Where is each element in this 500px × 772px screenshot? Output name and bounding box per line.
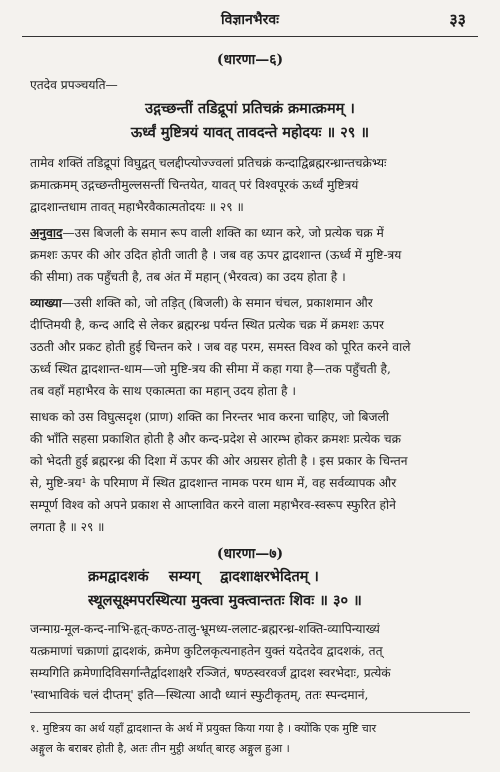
body-line: लगता है ॥ २९ ॥ — [30, 520, 105, 534]
intro-line: एतदेव प्रपञ्चयति— — [30, 78, 118, 92]
explanation-line — [30, 292, 470, 314]
commentary-line: यत्क्रमाणां चक्राणां द्वादशकं, क्रमेण कुटिलकृत्यनाहतेन युक्तं यदेतदेव द्वादशकं, तत् — [30, 644, 383, 658]
footnote-rule — [30, 712, 470, 713]
commentary-line: क्रमात्क्रमम् उद्गच्छन्तीमुल्लसन्तीं चिन्तयेत, यावत् परं विश्वपूरकं ऊर्ध्वं मुष्टित्रयं — [30, 178, 359, 192]
explanation-line: उठती और प्रकट होती हुई चिन्तन करे । जब वह परम, समस्त विश्व को पूरित करने वाले — [30, 340, 411, 354]
body-line: से, मुष्टि-त्रय¹ के परिमाण में स्थित द्वादशान्त नामक परम धाम में, वह सर्वव्यापक और — [30, 476, 397, 490]
body-line: को भेदती हुई ब्रह्मरन्ध्र की दिशा में ऊपर की ओर अग्रसर होती है । इस प्रकार के चिन्तन — [30, 454, 408, 468]
commentary-line: 'स्वाभाविकं चलं दीप्तम्' इति—स्थित्या आदौ ध्यानं स्फुटीकृतम्, ततः स्पन्दमानं, — [30, 688, 369, 702]
explanation-line: तब वहाँ महाभैरव के साथ एकात्मता का महान् उदय होता है । — [30, 384, 297, 398]
verse-29-line-1: उद्गच्छन्तीं तडिद्रूपां प्रतिचक्रं क्रमात्क्रमम् । — [145, 100, 355, 117]
footnote-line: १. मुष्टित्रय का अर्थ यहाँ द्वादशान्त के अर्थ में प्रयुक्त किया गया है । क्योंकि एक मुष्टि चार — [30, 722, 377, 735]
header-rule — [22, 36, 478, 37]
verse-29-line-2: ऊर्ध्वं मुष्टित्रयं यावत् तावदन्ते महोदयः ॥ २९ ॥ — [130, 124, 370, 141]
vyakhya-label: व्याख्या — [30, 296, 62, 310]
dharana-6-heading: (धारणा—६) — [216, 52, 284, 68]
explanation-text: —उसी शक्ति को, जो तड़ित् (बिजली) के समान चंचल, प्रकाशमान और — [61, 296, 373, 310]
body-line: साधक को उस विघुत्सदृश (प्राण) शक्ति का निरन्तर भाव करना चाहिए, जो बिजली — [30, 410, 389, 424]
commentary-line: द्वादशान्तधाम तावत् महाभैरवैकात्मतोदयः ॥ २९ ॥ — [30, 200, 244, 214]
running-title: विज्ञानभैरवः — [221, 12, 279, 28]
commentary-line: तामेव शक्तिं तडिद्रूपां विघुद्वत् चलद्दीप्त्योज्ज्वलां प्रतिचक्रं कन्दाद्विब्रह्मरन्ध्रान्तचक्रेभ्यः — [30, 156, 387, 170]
body-line: सम्पूर्ण विश्व को अपने प्रकाश से आप्लावित करने वाला महाभैरव-स्वरूप स्फुरित होने — [30, 498, 396, 512]
dharana-7-heading: (धारणा—७) — [216, 546, 284, 562]
explanation-line: ऊर्ध्व स्थित द्वादशान्त-धाम—जो मुष्टि-त्रय की सीमा में कहा गया है—तक पहुँचती है, — [30, 362, 391, 376]
page-header — [0, 6, 500, 34]
translation-text: —उस बिजली के समान रूप वाली शक्ति का ध्यान करे, जो प्रत्येक चक्र में — [62, 226, 384, 240]
translation-line: की सीमा) तक पहुँचती है, तब अंत में महान् (भैरवत्व) का उदय होता है । — [30, 270, 346, 284]
page-number: ३३ — [449, 10, 466, 29]
explanation-line: दीप्तिमयी है, कन्द आदि से लेकर ब्रह्मरन्ध्र पर्यन्त स्थित प्रत्येक चक्र में क्रमशः ऊपर — [30, 318, 385, 332]
commentary-line: जन्माग्र-मूल-कन्द-नाभि-हृत्-कण्ठ-तालु-भ्रूमध्य-ललाट-ब्रह्मरन्ध्र-शक्ति-व्यापिन्याख्यं — [30, 622, 380, 636]
verse-30-line-2: स्थूलसूक्ष्मपरस्थित्या मुक्त्वा मुक्त्वान्ततः शिवः ॥ ३० ॥ — [88, 592, 362, 609]
footnote-line: अङ्गुल के बराबर होती है, अतः तीन मुट्ठी अर्थात् बारह अङ्गुल हुआ । — [30, 742, 290, 755]
verse-30-line-1: क्रमद्वादशकं सम्यग् द्वादशाक्षरभेदितम् । — [88, 568, 319, 585]
body-line: की भाँति सहसा प्रकाशित होती है और कन्द-प्रदेश से आरम्भ होकर क्रमशः प्रत्येक चक्र — [30, 432, 401, 446]
translation-line — [30, 222, 470, 244]
translation-line: क्रमशः ऊपर की ओर उदित होती जाती है । जब वह ऊपर द्वादशान्त (ऊर्ध्व में मुष्टि-त्रय — [30, 248, 402, 262]
commentary-line: सम्यगिति क्रमेणादिविसर्गान्तैर्द्वादशाक्षरै रञ्जितं, षण्ठस्वरवर्जं द्वादश स्वरभेदाः, प्रत्येकं — [30, 666, 391, 680]
anuvad-label: अनुवाद — [30, 226, 63, 240]
